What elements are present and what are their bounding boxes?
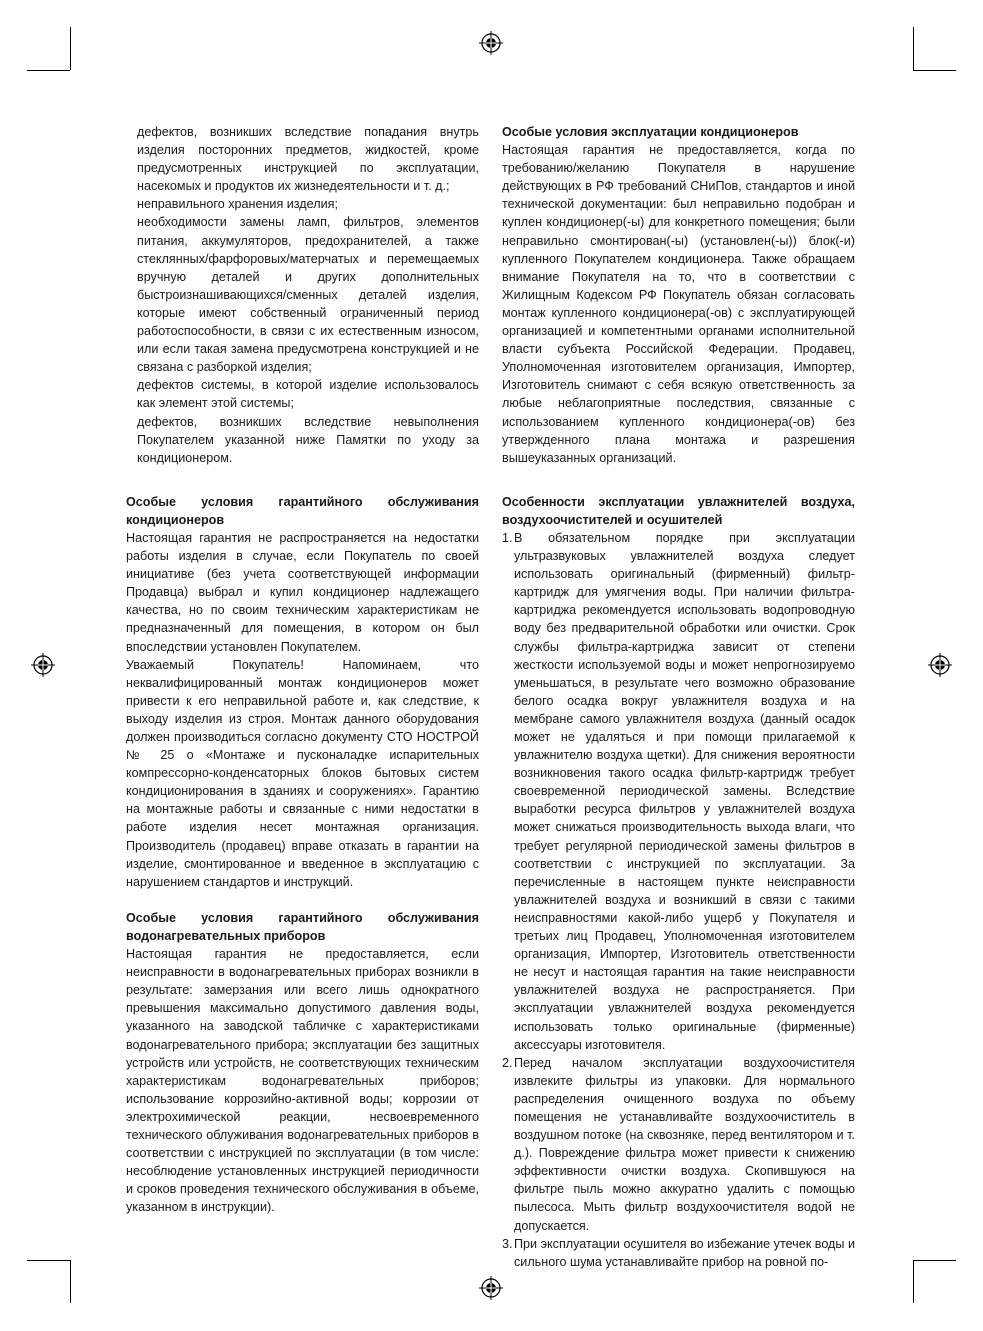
right-column	[502, 123, 855, 1271]
item-number: 2.	[502, 1055, 513, 1070]
registration-mark-left-icon	[31, 653, 55, 677]
section-title-ac-warranty: Особые условия гарантийного обслуживания кондиционеров	[126, 494, 479, 527]
list-item: дефектов, возникших вследствие невыполнения Покупателем указанной ниже Памятки по уходу за кондиционером.	[137, 414, 479, 465]
paragraph: Настоящая гарантия не распространяется на недостатки работы изделия в случае, если Покупатель по своей инициативе (без учета соответствующей информации Продавца) выбрал и купил кондиционер надлежащего качества, но по своим техническим характеристикам не предназначенный для помещения, в котором он был впоследствии установлен Покупателем.	[126, 530, 479, 654]
exclusions-list	[126, 123, 479, 467]
item-number: 3.	[502, 1236, 513, 1251]
section-title-ac-operation: Особые условия эксплуатации кондиционеров	[502, 125, 799, 139]
registration-mark-right-icon	[928, 653, 952, 677]
section-title-humidifiers: Особенности эксплуатации увлажнителей воздуха, воздухоочистителей и осушителей	[502, 494, 855, 527]
section-title-water-heaters: Особые условия гарантийного обслуживания водонагревательных приборов	[126, 910, 479, 943]
registration-mark-bottom-icon	[479, 1276, 503, 1300]
list-item: дефектов, возникших вследствие попадания внутрь изделия посторонних предметов, жидкостей, кроме предусмотренных инструкцией по эксплуатации, насекомых и продуктов их жизнедеятельности и т. д.;	[137, 125, 479, 194]
crop-mark-top-left-v	[70, 27, 71, 70]
paragraph: Настоящая гарантия не предоставляется, когда по требованию/желанию Покупателя в нарушение действующих в РФ требований СНиПов, стандартов и иной технической документации: был неправильно подобран и куплен кондиционер(-ы) для конкретного помещения; были неправильно смонтирован(-ы) (установлен(-ы)) блок(-и) купленного Покупателем кондиционера. Также обращаем внимание Покупателя на то, что в соответствии с Жилищным Кодексом РФ Покупатель обязан согласовать монтаж купленного кондиционера(-ов) с эксплуатирующей организацией и компетентными органами исполнительной власти субъекта Российской Федерации. Продавец, Уполномоченная изготовителем организация, Импортер, Изготовитель снимают с себя всякую ответственность за любые неблагоприятные последствия, связанные с использованием купленного кондиционера(-ов) без утвержденного плана монтажа и разрешения вышеуказанных организаций.	[502, 143, 855, 465]
item-text: В обязательном порядке при эксплуатации ультразвуковых увлажнителей воздуха следует использовать оригинальный (фирменный) фильтр-картридж для умягчения воды. При наличии фильтра-картриджа рекомендуется использовать водопроводную воду без предварительной обработки или очистки. Срок службы фильтра-картриджа зависит от степени жесткости используемой воды и может непрогнозируемо уменьшаться, в результате чего возможно образование белого осадка вокруг увлажнителя воздуха и на мембране самого увлажнителя воздуха (данный осадок может не удаляться и при помощи прилагаемой к увлажнителю воздуха щетки). Для снижения вероятности возникновения такого осадка фильтр-картридж требует своевременной периодической замены. Вследствие выработки ресурса фильтров у увлажнителей воздуха может снижаться производительность выхода влаги, что требует регулярной периодической замены фильтров в соответствии с инструкцией по эксплуатации. За перечисленные в настоящем пункте неисправности увлажнителей воздуха и возникший в связи с такими неисправностями какой-либо ущерб у Покупателя и третьих лиц Продавец, Уполномоченная изготовителем организация, Импортер, Изготовитель ответственности не несут и настоящая гарантия на такие неисправности увлажнителей воздуха не распространяется. При эксплуатации увлажнителей воздуха рекомендуется использовать только оригинальные (фирменные) аксессуары изготовителя.	[514, 530, 855, 1052]
crop-mark-bottom-right-v	[913, 1260, 914, 1303]
paragraph: Уважаемый Покупатель! Напоминаем, что неквалифицированный монтаж кондиционеров может привести к его неправильной работе и, как следствие, к выходу изделия из строя. Монтаж данного оборудования должен производиться согласно документу СТО НОСТРОЙ № 25 о «Монтаже и пусконаладке испарительных компрессорно-конденсаторных блоков бытовых систем кондиционирования в зданиях и сооружениях». Гарантию на монтажные работы и связанные с ними недостатки в работе изделия несет монтажная организация. Производитель (продавец) вправе отказать в гарантии на изделие, смонтированное и введенное в эксплуатацию с нарушением стандартов и инструкций.	[126, 657, 479, 889]
crop-mark-bottom-left-h	[27, 1260, 70, 1261]
item-text: Перед началом эксплуатации воздухоочистителя извлеките фильтры из упаковки. Для нормального распределения очищенного воздуха по объему помещения не устанавливайте воздухоочиститель в воздушном потоке (на сквозняке, перед вентилятором и т. д.). Повреждение фильтра может привести к снижению эффективности очистки воздуха. Скопившуюся на фильтре пыль можно аккуратно удалить с помощью пылесоса. Мыть фильтр воздухоочистителя водой не допускается.	[514, 1055, 855, 1233]
list-item: необходимости замены ламп, фильтров, элементов питания, аккумуляторов, предохранителей, а также стеклянных/фарфоровых/матерчатых и перемещаемых вручную деталей и других дополнительных быстроизнашивающихся/сменных деталей изделия, которые имеют собственный ограниченный период работоспособности, в связи с их естественным износом, или если такая замена предусмотрена конструкцией и не связана с разборкой изделия;	[137, 215, 479, 375]
registration-mark-top-icon	[479, 31, 503, 55]
crop-mark-bottom-right-h	[913, 1260, 956, 1261]
list-item: неправильного хранения изделия;	[137, 197, 338, 212]
crop-mark-top-right-v	[913, 27, 914, 70]
crop-mark-top-right-h	[913, 70, 956, 71]
list-item	[502, 1235, 855, 1271]
list-item	[502, 1054, 855, 1235]
paragraph: Настоящая гарантия не предоставляется, если неисправности в водонагревательных приборах возникли в результате: замерзания или всего лишь однократного превышения максимально допустимого давления воды, указанного на заводской табличке с характеристиками водонагревательного прибора; эксплуатации без защитных устройств или устройств, не соответствующих техническим характеристикам водонагревательных приборов; использование коррозийно-активной воды; коррозии от электрохимической реакции, несвоевременного технического облуживания водонагревательных приборов в соответствии с инструкцией по эксплуатации (в том числе: несоблюдение установленных инструкцией периодичности и сроков проведения технического обслуживания в объеме, указанном в инструкции).	[126, 947, 479, 1215]
list-item: дефектов системы, в которой изделие использовалось как элемент этой системы;	[137, 378, 479, 411]
crop-mark-top-left-h	[27, 70, 70, 71]
item-text: При эксплуатации осушителя во избежание утечек воды и сильного шума устанавливайте прибор на ровной по-	[514, 1236, 855, 1269]
humidifier-list	[502, 529, 855, 1271]
left-column	[126, 123, 479, 1216]
list-item	[502, 529, 855, 1054]
item-number: 1.	[502, 530, 513, 545]
crop-mark-bottom-left-v	[70, 1260, 71, 1303]
